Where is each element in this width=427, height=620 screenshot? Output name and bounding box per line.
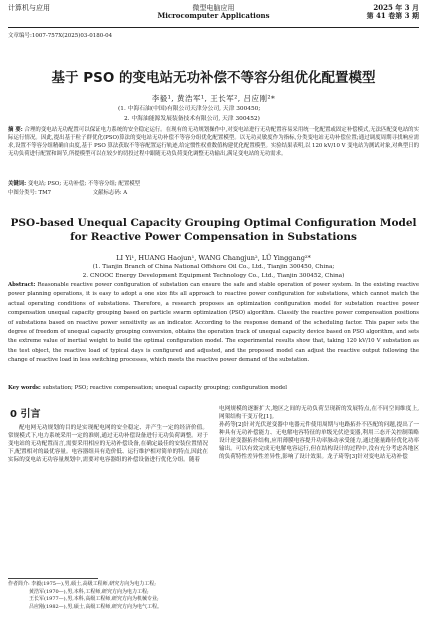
title-en [0, 216, 427, 244]
article-id: 文章编号:1007-757X(2025)03-0180-04 [8, 33, 113, 39]
affiliation-en-2: 2. CNOOC Energy Development Equipment Technology Co., Ltd., Tianjin 300452, China) [82, 273, 345, 279]
affiliation-cn-2: 2. 中海油能源发展装备技术有限公司, 天津 300452) [124, 116, 260, 122]
footnotes [8, 581, 218, 611]
body-right-column: 电网规模的逐渐扩大,地区之间的无功负荷呈现新的发展特点,在不同空间维度上,网架结构干变万化[1]。 孙药等[2]针对光伏逆变器中电器元件使用周期与电路拓扑不匹配的问题,提出了一种具有无功补偿能力、无电解电容特征的单级光伏逆变器,利用三态开关控制策略设计逆变器拓扑结构,应用薄膜电容提升功率脉动承受能力,通过能量路径优化功率输出。可以有效完成无电解电容运行,但在结构设计的过程中,没有充分考虑各地区的负荷特性差异性差异性,影响了设计效果。龙子琦等[3]针对变电站无功补偿 [219, 406, 419, 460]
abstract-cn-text: 合理的变电站无功配置可以保证电力系统的安全稳定运行。在现有的无功规划操作中,对变电站进行无功配置容易采用统一化配置或固定补偿模式,无法匹配变电站的实际运行情况。因此,提出基于粒子群优化(PSO)算法的变电站无功补偿不等容分组优化配置模型。以无功灵敏度作为指标,分类变电站无功补偿位置;通过调度周期寻找响应需求,设置不等容分组精确自由度,基于 PSO 算法获取不等容配置运行轨迹,给定惯性权重数值构建优化配置模型。实验结果表明,以 120 kV/10 V 变电站为测试对象,对典型日的无功负荷进行配置和调节,所提模型可以在较少的切投过程中跟随无功负荷变化调整无功输出,满足变电站的无功需求。 [8, 127, 420, 157]
header-journal-cn: 微型电脑应用 [192, 4, 235, 12]
abstract-cn [8, 126, 419, 174]
keywords-en [8, 384, 419, 392]
abstract-en-label: Abstract: [8, 282, 36, 288]
authors-en: LI Yi¹, HUANG Haojun¹, WANG Changjun², LÜ Yinggang²* [116, 254, 311, 262]
footnote-rule [8, 578, 98, 579]
title-en-line1: PSO-based Unequal Capacity Grouping Optimal Configuration Model [10, 217, 417, 229]
header-journal-en: Microcomputer Applications [157, 11, 270, 20]
footnote-3: 王长军(1977—),男,本科,高级工程师,研究方向为机械专业; [29, 596, 159, 602]
abstract-en [8, 281, 419, 379]
authors-cn: 李毅¹, 黄浩军¹, 王长军², 吕应刚²* [151, 94, 276, 103]
footnote-1: 作者简介: 李毅(1975—),男,硕士,高级工程师,研究方向为电力工程; [8, 581, 156, 587]
keywords-cn-text: 变电站; PSO; 无功补偿; 不等容分组; 配置模型 [27, 181, 140, 187]
abstract-cn-label: 摘 要: [8, 127, 23, 133]
footnote-4: 吕应刚(1982—),男,硕士,高级工程师,研究方向为电气工程。 [29, 603, 162, 610]
header-section-label: 计算机与应用 [8, 4, 50, 12]
doc-code-cn: 文献标志码: A [92, 190, 128, 196]
affiliation-cn-1: (1. 中海石油(中国)有限公司天津分公司, 天津 300450; [118, 106, 261, 112]
classification-cn: 中图分类号: TM7 [8, 190, 52, 196]
keywords-en-text: substation; PSO; reactive compensation; unequal capacity grouping; configuration model [42, 385, 288, 391]
abstract-en-text: Reasonable reactive power configuration of substation can ensure the safe and stable operation of power system. In the existing reactive power planning operations, it is easy to adopt a one size fits all approach to reactive power configuration for substations, which cannot match the actual operating conditions of substations. Therefore, a research proposes an optimization configuration model for substation reactive power compensation unequal capacity grouping based on particle swarm optimization (PSO) algorithm. Classify the reactive power compensation positions of substations based on reactive power sensitivity as an indicator. According to the response demand of the scheduling factor. This paper sets the degree of freedom of unequal capacity grouping conversion, obtains the operation track of unequal capacity device based on PSO algorithm, and sets the extreme value of inertial weight to build the optimal configuration model. The experimental results show that, taking 120 kV/10 V substation as the test object, the reactive load of typical days is configured and adjusted, and the proposed model can adjust the reactive output following the change of reactive load in less switching processes, which meets the reactive power demand of the substation. [8, 282, 419, 364]
header-volume: 第 41 卷第 3 期 [366, 11, 419, 20]
classification-row [8, 189, 419, 197]
footnote-2: 黄浩军(1970—),男,本科,工程师,研究方向为电力工程; [29, 588, 149, 595]
keywords-cn [8, 180, 419, 188]
running-header [8, 4, 419, 28]
header-date-volume [367, 4, 419, 20]
header-rule [8, 27, 419, 28]
title-en-line2: for Reactive Power Compensation in Substations [70, 231, 357, 243]
header-journal [8, 4, 419, 20]
section-0-title: 0 引言 [10, 409, 41, 420]
affiliation-en-1: (1. Tianjin Branch of China National Offshore Oil Co., Ltd., Tianjin 300450, China; [92, 264, 335, 270]
body-left-column: 配电网无功规划的目的是实现配电网的安全稳定、并产生一定的经济价值。常规模式下,电力系统采用一定的准则,通过无功补偿设备进行无功负荷调整。对于变电站的无功配置而言,需要采用相应的无功补偿设备,在确定最佳的安装位置情况下,配置相对的最优容量。电容器组具有造价低、运行维护相对简单的特点,因此在实际的变电站无功容量规划中,需要对电容器组的补偿设备进行优化分组。随着 [8, 425, 208, 463]
keywords-cn-label: 关键词: [8, 181, 27, 187]
keywords-en-label: Key words: [8, 385, 41, 391]
header-date: 2025 年 3 月 [373, 3, 419, 12]
title-cn: 基于 PSO 的变电站无功补偿不等容分组优化配置模型 [51, 70, 376, 86]
